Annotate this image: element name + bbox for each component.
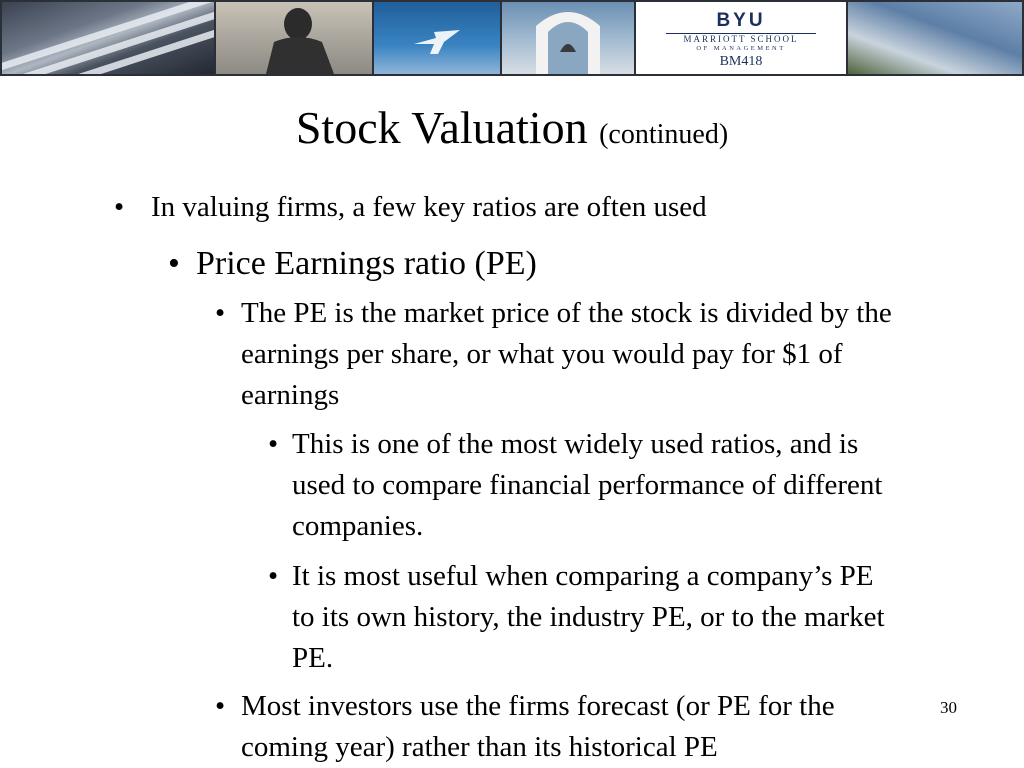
banner-photo-y-mountain: [374, 2, 500, 74]
bullet-text: The PE is the market price of the stock is divided by the earnings per share, or what you would pay for $1 of earnings: [241, 297, 892, 411]
page-number: 30: [940, 698, 957, 717]
bullet-text: Most investors use the firms forecast (or PE for the coming year) rather than its historical PE: [241, 690, 835, 763]
slide-title-suffix: (continued): [599, 119, 729, 150]
bullet-text: In valuing firms, a few key ratios are often used: [151, 191, 707, 223]
bullet-dot-icon: •: [215, 297, 226, 329]
logo-byu-text: BYU: [716, 10, 766, 31]
bullet-text: This is one of the most widely used ratios, and is used to compare financial performance of different companies.: [292, 428, 883, 542]
bullet-text: Price Earnings ratio (PE): [196, 245, 537, 282]
logo-marriott-text: MARRIOTT SCHOOL: [683, 34, 799, 44]
header-banner: [0, 0, 1024, 76]
bullet-level3: [215, 686, 905, 768]
bullet-level1: [114, 187, 874, 227]
y-logo-graphic: [374, 2, 500, 74]
bullet-dot-icon: •: [215, 690, 226, 722]
banner-photo-building: [2, 2, 214, 74]
slide-title: [0, 100, 1024, 163]
bullet-dot-icon: •: [114, 191, 125, 223]
banner-photo-statue: [216, 2, 372, 74]
course-code: BM418: [719, 54, 763, 69]
bullet-level4: [268, 556, 888, 679]
bullet-level3: [215, 293, 905, 416]
bullet-level2: [168, 242, 928, 286]
bullet-level4: [268, 424, 888, 547]
bell-tower-graphic: [502, 2, 634, 74]
logo-management-text: OF MANAGEMENT: [696, 45, 786, 52]
slide-title-main: Stock Valuation: [295, 102, 588, 153]
bullet-text: It is most useful when comparing a company’s PE to its own history, the industry PE, or to the market PE.: [292, 560, 885, 674]
statue-silhouette: [216, 2, 372, 74]
bullet-dot-icon: •: [268, 428, 279, 460]
byu-marriott-logo: [636, 2, 846, 74]
banner-photo-bell-tower: [502, 2, 634, 74]
bullet-dot-icon: •: [168, 245, 180, 282]
bullet-dot-icon: •: [268, 560, 279, 592]
banner-photo-campus: [848, 2, 1022, 74]
